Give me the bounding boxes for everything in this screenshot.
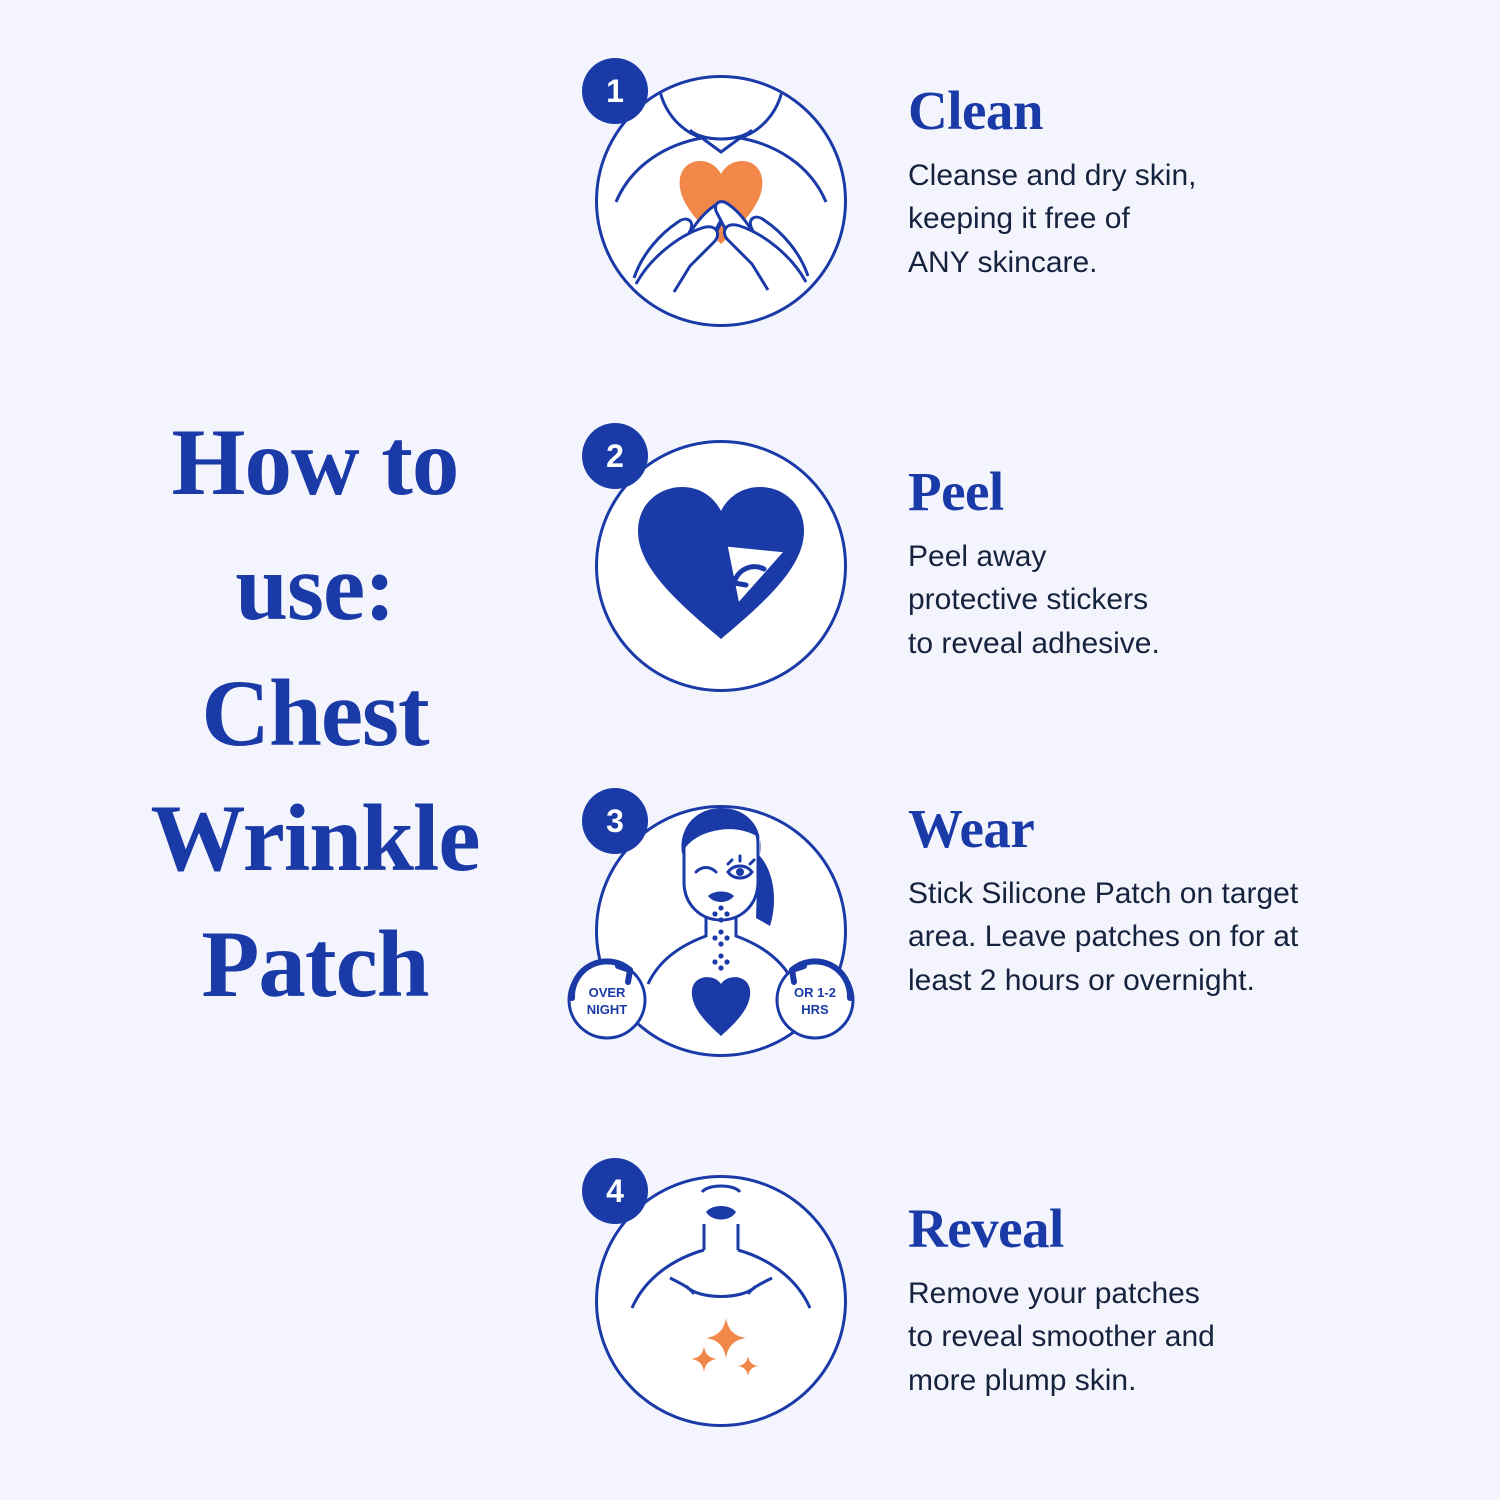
step-4-artwork — [560, 1140, 860, 1440]
step-3-description-line: Stick Silicone Patch on target — [908, 876, 1299, 910]
step-4-title: Reveal — [908, 1198, 1064, 1259]
step-3-description — [908, 872, 1428, 1003]
step-3-title: Wear — [908, 798, 1035, 859]
step-2-description-line: Peel away — [908, 539, 1047, 573]
step-2-text — [860, 405, 1500, 665]
page-title-line: Wrinkle — [150, 785, 480, 892]
svg-text:HRS: HRS — [801, 1002, 829, 1017]
svg-text:OR 1-2: OR 1-2 — [794, 985, 836, 1000]
step-4-description — [908, 1272, 1428, 1403]
step-4-number-badge: 4 — [582, 1158, 648, 1224]
step-1-text — [860, 40, 1500, 284]
overnight-timer-badge — [552, 940, 662, 1050]
step-2-description-line: to reveal adhesive. — [908, 626, 1160, 660]
step-2-artwork — [560, 405, 860, 705]
svg-text:OVER: OVER — [588, 985, 626, 1000]
step-2-description-line: protective stickers — [908, 583, 1149, 617]
step-4-description-line: more plump skin. — [908, 1363, 1137, 1397]
step-3-text — [860, 770, 1500, 1002]
page-title-line: How to — [171, 409, 459, 515]
step-3-number-badge: 3 — [582, 788, 648, 854]
page-title — [95, 400, 535, 1027]
step-1-description-line: keeping it free of — [908, 202, 1130, 236]
step-4-description-line: Remove your patches — [908, 1276, 1200, 1310]
step-4-description-line: to reveal smoother and — [908, 1320, 1215, 1354]
step-1-description — [908, 154, 1428, 285]
step-2-number-badge: 2 — [582, 423, 648, 489]
step-1-description-line: Cleanse and dry skin, — [908, 158, 1197, 192]
one-to-two-hours-timer-badge — [760, 940, 870, 1050]
step-item-peel — [560, 405, 1500, 705]
step-1-number-badge: 1 — [582, 58, 648, 124]
step-1-description-line: ANY skincare. — [908, 245, 1098, 279]
step-3-artwork — [560, 770, 860, 1070]
page-title-line: Patch — [201, 910, 429, 1017]
page-title-line: Chest — [201, 659, 429, 766]
step-item-wear — [560, 770, 1500, 1070]
svg-text:NIGHT: NIGHT — [586, 1002, 628, 1017]
step-3-description-line: area. Leave patches on for at — [908, 920, 1299, 954]
page-title-line: use: — [235, 534, 395, 641]
step-4-text — [860, 1140, 1500, 1402]
step-3-description-line: least 2 hours or overnight. — [908, 963, 1255, 997]
step-2-description — [908, 535, 1428, 666]
step-1-title: Clean — [908, 80, 1043, 141]
step-item-clean — [560, 40, 1500, 340]
step-2-title: Peel — [908, 461, 1004, 522]
step-item-reveal — [560, 1140, 1500, 1440]
step-1-artwork — [560, 40, 860, 340]
steps-list — [560, 0, 1500, 1500]
